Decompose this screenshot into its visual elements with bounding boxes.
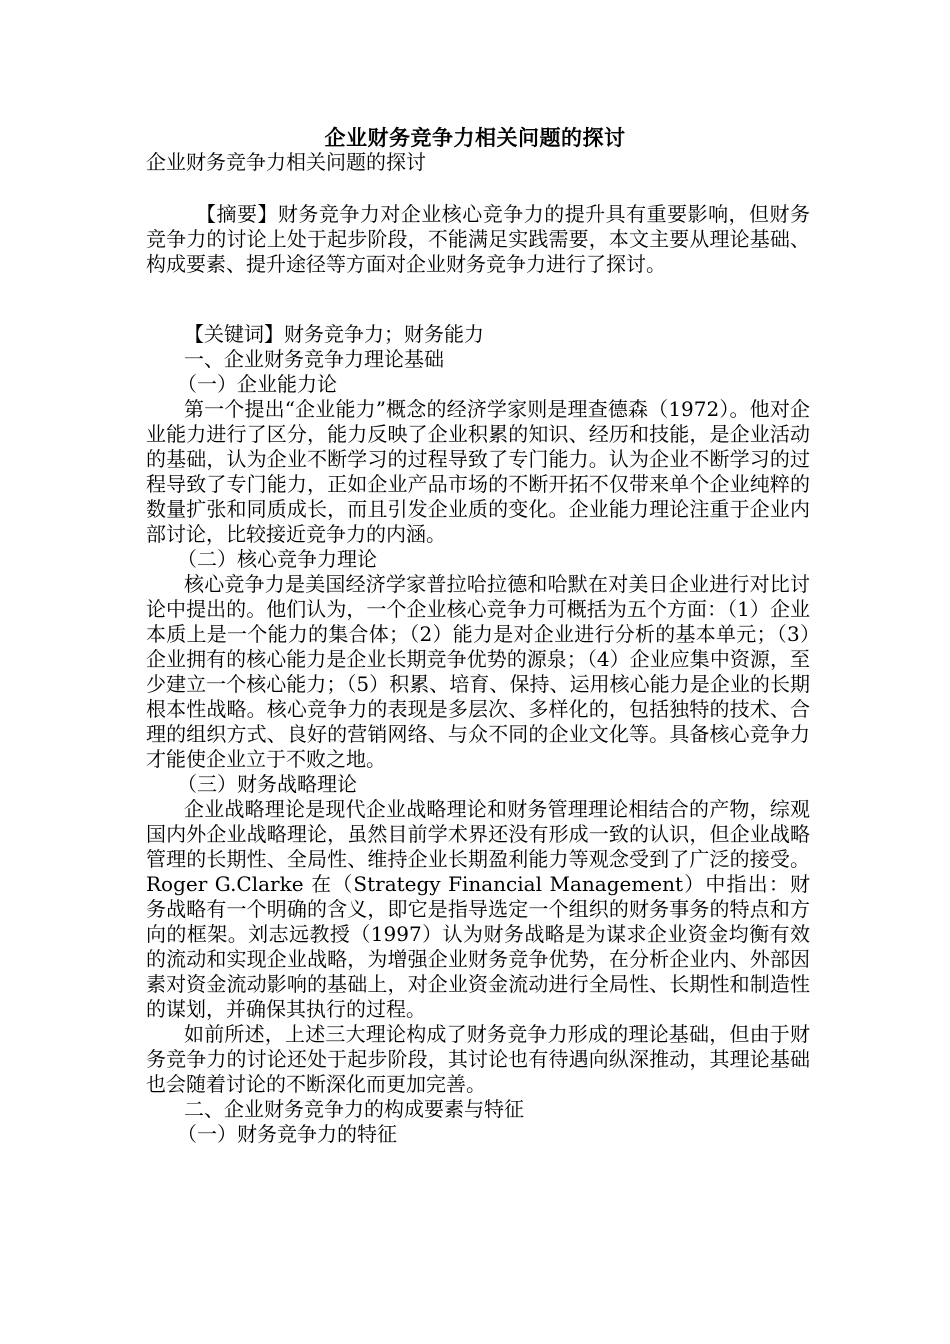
section-heading-2: 二、企业财务竞争力的构成要素与特征 [184, 1097, 524, 1121]
paragraph-1-4: 如前所述，上述三大理论构成了财务竞争力形成的理论基础，但由于财务竞争力的讨论还处于起步阶段，其讨论也有待遇向纵深推动，其理论基础也会随着讨论的不断深化而更加完善。 [146, 1022, 810, 1096]
subsection-heading-1-1: （一）企业能力论 [177, 372, 337, 396]
abstract-paragraph: 【摘要】财务竞争力对企业核心竞争力的提升具有重要影响，但财务竞争力的讨论上处于起步阶段，不能满足实践需要，本文主要从理论基础、构成要素、提升途径等方面对企业财务竞争力进行了探讨。 [146, 202, 810, 276]
document-subtitle: 企业财务竞争力相关问题的探讨 [146, 150, 426, 174]
paragraph-1-2: 核心竞争力是美国经济学家普拉哈拉德和哈默在对美日企业进行对比讨论中提出的。他们认为，一个企业核心竞争力可概括为五个方面：（1）企业本质上是一个能力的集合体；（2）能力是对企业进行分析的基本单元；（3）企业拥有的核心能力是企业长期竞争优势的源泉；（4）企业应集中资源，至少建立一个核心能力；（5）积累、培育、保持、运用核心能力是企业的长期根本性战略。核心竞争力的表现是多层次、多样化的，包括独特的技术、合理的组织方式、良好的营销网络、与众不同的企业文化等。具备核心竞争力才能使企业立于不败之地。 [146, 572, 810, 771]
subsection-heading-1-3: （三）财务战略理论 [177, 772, 357, 796]
section-heading-1: 一、企业财务竞争力理论基础 [184, 347, 444, 371]
document-body [146, 322, 810, 1147]
document-title: 企业财务竞争力相关问题的探讨 [324, 125, 626, 150]
paragraph-1-1: 第一个提出“企业能力”概念的经济学家则是理查德森（1972）。他对企业能力进行了区分，能力反映了企业积累的知识、经历和技能，是企业活动的基础，认为企业不断学习的过程导致了专门能力。认为企业不断学习的过程导致了专门能力，正如企业产品市场的不断开拓不仅带来单个企业纯粹的数量扩张和同质成长，而且引发企业质的变化。企业能力理论注重于企业内部讨论，比较接近竞争力的内涵。 [146, 397, 810, 546]
subsection-heading-2-1: （一）财务竞争力的特征 [177, 1122, 397, 1146]
subsection-heading-1-2: （二）核心竞争力理论 [177, 547, 377, 571]
paragraph-1-3: 企业战略理论是现代企业战略理论和财务管理理论相结合的产物，综观国内外企业战略理论，虽然目前学术界还没有形成一致的认识，但企业战略管理的长期性、全局性、维持企业长期盈利能力等观念受到了广泛的接受。Roger G.Clarke 在（Strategy Financial Management）中指出：财务战略有一个明确的含义，即它是指导选定一个组织的财务事务的特点和方向的框架。刘志远教授（1997）认为财务战略是为谋求企业资金均衡有效的流动和实现企业战略，为增强企业财务竞争优势，在分析企业内、外部因素对资金流动影响的基础上，对企业资金流动进行全局性、长期性和制造性的谋划，并确保其执行的过程。 [146, 797, 810, 1021]
keywords-line: 【关键词】财务竞争力；财务能力 [184, 322, 484, 346]
